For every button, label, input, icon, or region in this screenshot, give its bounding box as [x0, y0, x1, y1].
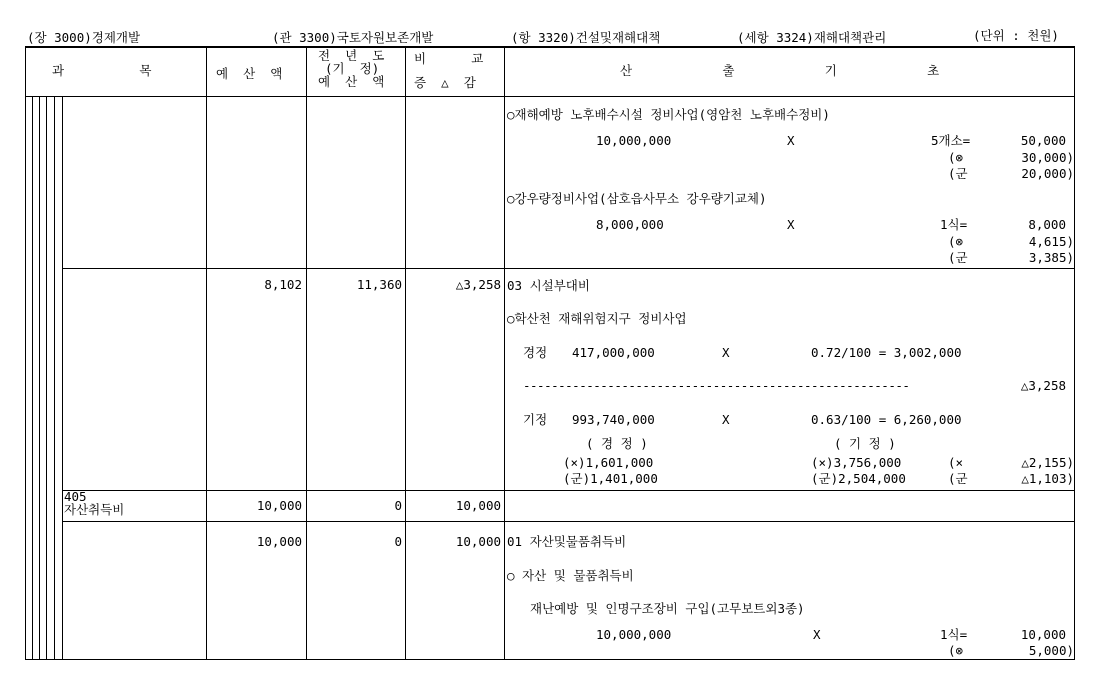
item1-qty: 5개소=	[931, 133, 971, 148]
item2-total: 8,000	[1028, 217, 1066, 232]
sec2-diff-row2-label: (군	[948, 471, 968, 486]
sec2-kj-row1: (×)3,756,000	[811, 455, 902, 470]
sec2-title: 03 시설부대비	[507, 278, 590, 293]
col-divider-prev	[306, 46, 307, 660]
item2-sub1-label: (⊗	[948, 234, 964, 249]
item1-total: 50,000	[1020, 133, 1066, 148]
sec2-gj-amount: 417,000,000	[572, 345, 655, 360]
level-line-2	[39, 96, 40, 660]
sec3-prev: 0	[394, 498, 402, 513]
item1-amount: 10,000,000	[596, 133, 672, 148]
sec4-sub1-value: 5,000)	[1028, 643, 1074, 658]
sec2-diff-row2-value: △1,103)	[1021, 471, 1074, 486]
item2-sub2-label: (군	[948, 250, 968, 265]
sec4-total: 10,000	[1020, 627, 1066, 642]
item2-times: X	[787, 217, 795, 232]
sec2-kj-amount: 993,740,000	[572, 412, 655, 427]
level-line-1	[32, 96, 33, 660]
item2-sub2-value: 3,385)	[1028, 250, 1074, 265]
header-compare-line2: 증 △ 감	[414, 75, 476, 90]
item1-title: ○재해예방 노후배수시설 정비사업(영암천 노후배수정비)	[507, 107, 830, 122]
header-prev-line1: 전 년 도	[318, 48, 385, 63]
sec2-diff: △3,258	[455, 277, 501, 292]
item1-times: X	[787, 133, 795, 148]
item1-sub1-label: (⊗	[948, 150, 964, 165]
sec2-gj-row2: (군)1,401,000	[563, 471, 658, 486]
sec4-sub1-label: (⊗	[948, 643, 964, 658]
sec2-gj-row1: (×)1,601,000	[563, 455, 654, 470]
header-subject: 과 목	[52, 63, 152, 78]
sec2-dash-line: -------------------------------------------------------	[523, 378, 910, 393]
sec4-qty: 1식=	[940, 627, 968, 642]
level-line-5	[62, 96, 63, 660]
sec2-diff-row1-label: (×	[948, 455, 964, 470]
sec2-gj-times: X	[722, 345, 730, 360]
header-bottom-border	[25, 96, 1075, 97]
sec3-name: 자산취득비	[64, 502, 125, 517]
header-prev-line2: (기 정)	[325, 61, 380, 76]
row-divider-3	[62, 521, 1075, 522]
level-line-4	[54, 96, 55, 660]
sec4-diff: 10,000	[455, 534, 501, 549]
sec4-amount: 10,000,000	[596, 627, 672, 642]
sec2-gj-calc: 0.72/100 = 3,002,000	[811, 345, 962, 360]
item2-amount: 8,000,000	[596, 217, 664, 232]
table-right-border	[1074, 46, 1075, 660]
sec2-dash-diff: △3,258	[1020, 378, 1066, 393]
row-divider-1	[62, 268, 1075, 269]
sec2-kj-head: ( 기 정 )	[834, 436, 896, 451]
item2-qty: 1식=	[940, 217, 968, 232]
sec2-diff-row1-value: △2,155)	[1021, 455, 1074, 470]
sec3-code: 405	[64, 489, 87, 504]
col-divider-compare	[405, 46, 406, 660]
sec4-sub: ○ 자산 및 물품취득비	[507, 568, 634, 583]
sec2-project: ○학산천 재해위험지구 정비사업	[507, 311, 687, 326]
level-line-3	[46, 96, 47, 660]
jang-label: (장 3000)경제개발	[27, 30, 141, 45]
sec2-budget: 8,102	[264, 277, 302, 292]
sec4-title: 01 자산및물품취득비	[507, 534, 627, 549]
sec2-kj-label: 기정	[523, 412, 548, 427]
sec2-prev: 11,360	[356, 277, 402, 292]
header-compare-line1: 비 교	[414, 51, 484, 66]
row-divider-2	[62, 490, 1075, 491]
sec3-budget: 10,000	[256, 498, 302, 513]
table-bottom-border	[25, 659, 1075, 660]
sec2-kj-row2: (군)2,504,000	[811, 471, 906, 486]
sec4-times: X	[813, 627, 821, 642]
table-top-border	[25, 46, 1075, 48]
item1-sub2-value: 20,000)	[1021, 166, 1074, 181]
table-left-border	[25, 46, 26, 660]
header-basis: 산 출 기 초	[620, 63, 940, 78]
sec2-gj-label: 경정	[523, 345, 548, 360]
item1-sub1-value: 30,000)	[1021, 150, 1074, 165]
unit-label: (단위 : 천원)	[973, 28, 1059, 43]
header-prev-line3: 예 산 액	[318, 74, 385, 89]
header-budget: 예 산 액	[216, 66, 283, 81]
sec2-kj-calc: 0.63/100 = 6,260,000	[811, 412, 962, 427]
gwan-label: (관 3300)국토자원보존개발	[272, 30, 434, 45]
item2-sub1-value: 4,615)	[1028, 234, 1074, 249]
hang-label: (항 3320)건설및재해대책	[511, 30, 661, 45]
item2-title: ○강우량정비사업(삼호읍사무소 강우량기교체)	[507, 191, 767, 206]
col-divider-basis	[504, 46, 505, 660]
sec4-budget: 10,000	[256, 534, 302, 549]
sehang-label: (세항 3324)재해대책관리	[737, 30, 887, 45]
col-divider-budget	[206, 46, 207, 660]
sec4-desc: 재난예방 및 인명구조장비 구입(고무보트외3종)	[530, 601, 805, 616]
sec3-diff: 10,000	[455, 498, 501, 513]
sec2-kj-times: X	[722, 412, 730, 427]
item1-sub2-label: (군	[948, 166, 968, 181]
sec2-gj-head: ( 경 정 )	[586, 436, 648, 451]
sec4-prev: 0	[394, 534, 402, 549]
